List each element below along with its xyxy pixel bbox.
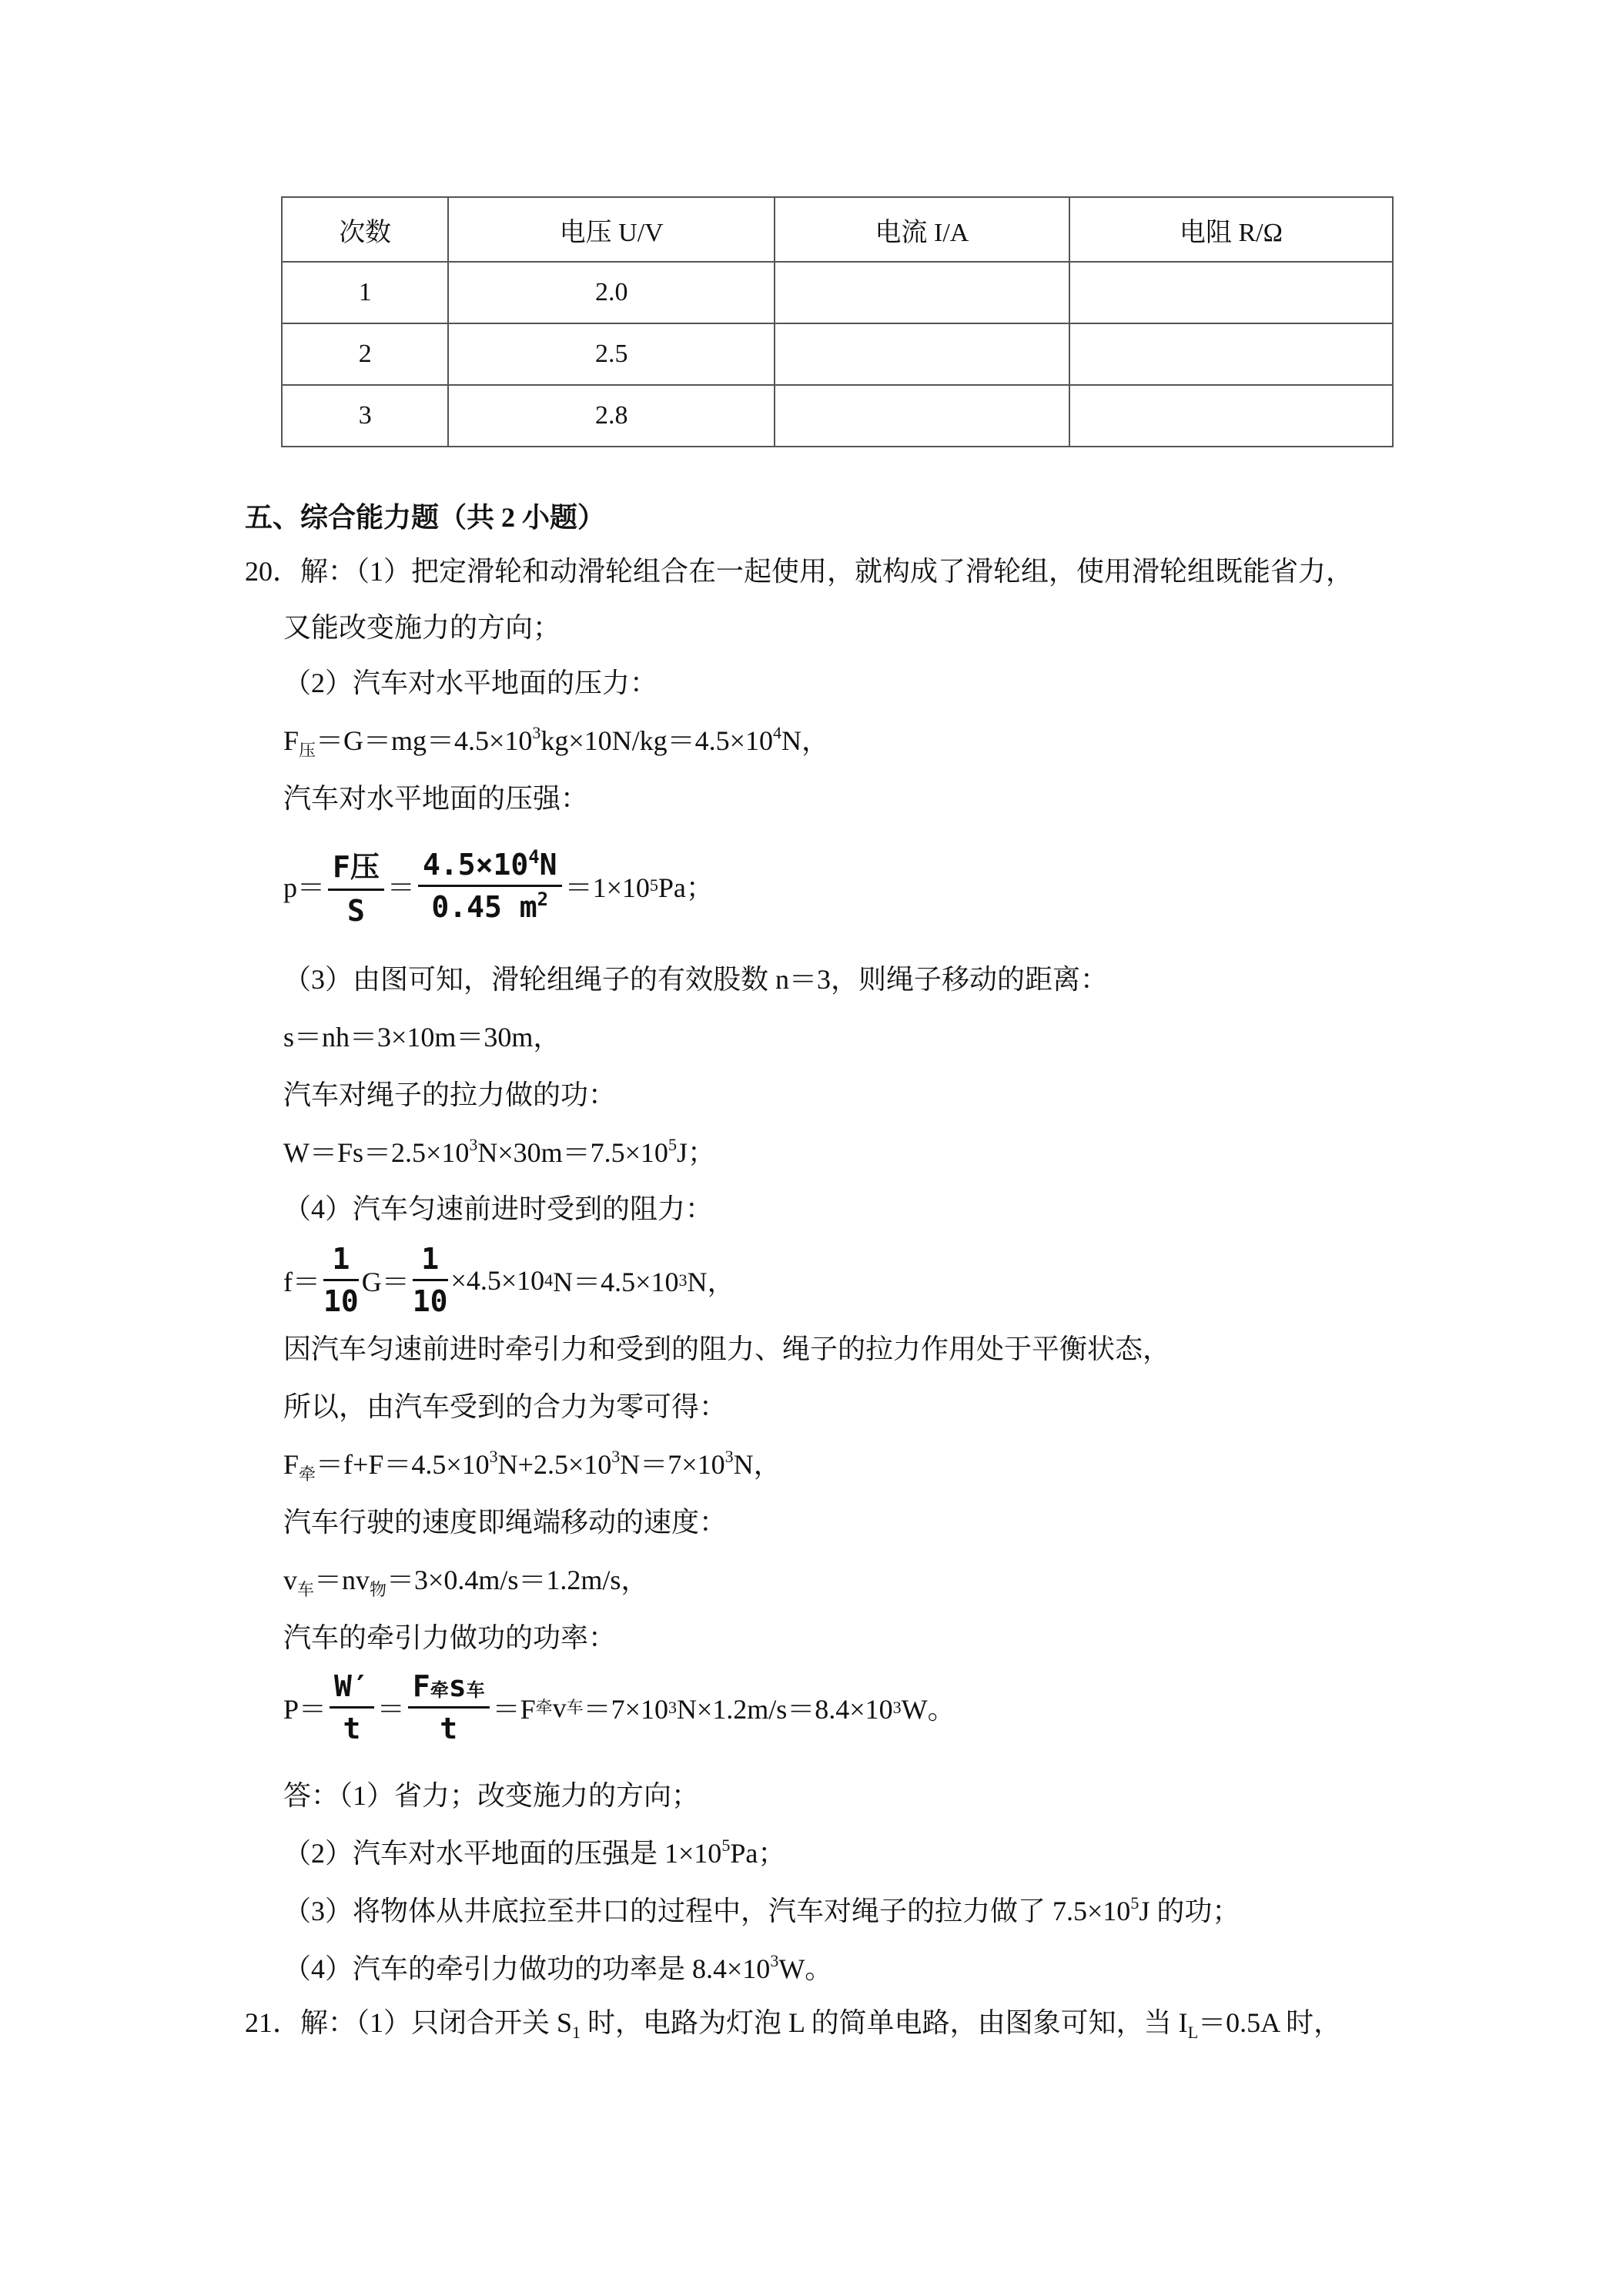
q20-answer-2: （2）汽车对水平地面的压强是 $1\times 10^5Pa$； [283, 1836, 786, 1869]
q20-answer-4: （4）汽车的牵引力做功的功率是 $8.4\times 10^3W$。 [283, 1951, 833, 1984]
q20-resistance-eq: f＝ $\frac{1}{10}$ G＝ $\frac{1}{10}$ ×4.5×10 4 N＝4.5×10 3 N， [283, 1242, 735, 1318]
q21-line-1: 21．解：（1）只闭合开关 $S_1$ 时，电路为灯泡 L 的简单电路，由图象可知，当 $I_L=0.5A$ 时， [245, 2007, 1342, 2042]
q20-line-9: 汽车对绳子的拉力做的功： [283, 1079, 617, 1110]
table-cell [1069, 262, 1393, 323]
q20-line-8: s＝nh＝3×10m＝30m， [283, 1022, 561, 1053]
q20-line-2: 又能改变施力的方向； [283, 612, 561, 643]
table-cell: 1 [282, 262, 448, 323]
table-cell [1069, 385, 1393, 447]
q20-line-18: 汽车的牵引力做功的功率： [283, 1622, 617, 1653]
table-cell [775, 323, 1069, 385]
q20-line-11: （4）汽车匀速前进时受到的阻力： [283, 1193, 714, 1224]
header-resistance: 电阻 R/Ω [1069, 197, 1393, 262]
fraction: $\frac{4.5\times 10^4N}{0.45 m^2}$ [418, 848, 562, 924]
q20-line-5: 汽车对水平地面的压强： [283, 783, 589, 814]
q20-line-16: 汽车行驶的速度即绳端移动的速度： [283, 1507, 728, 1538]
header-current: 电流 I/A [775, 197, 1069, 262]
q20-answer-1: 答：（1）省力；改变施力的方向； [283, 1780, 700, 1811]
q20-line-13: 因汽车匀速前进时牵引力和受到的阻力、绳子的拉力作用处于平衡状态， [283, 1334, 1171, 1364]
q20-answer-3: （3）将物体从井底拉至井口的过程中，汽车对绳子的拉力做了 $7.5\times 10^5J$ 的功； [283, 1893, 1240, 1926]
section-title: 五、综合能力题（共 2 小题） [245, 502, 606, 533]
q20-speed-eq: $v_车=nv_物=3\times 0.4m/s=1.2m/s$， [283, 1565, 649, 1599]
q20-traction-eq: $F_牵=f+F=4.5\times 10^3N+2.5\times 10^3N=7\times 10^3N$， [283, 1447, 781, 1484]
header-count: 次数 [282, 197, 448, 262]
q20-line-1: 20．解：（1）把定滑轮和动滑轮组合在一起使用，就构成了滑轮组，使用滑轮组既能省力， [245, 556, 1354, 587]
q20-line-3: （2）汽车对水平地面的压力： [283, 668, 658, 698]
q20-line-14: 所以，由汽车受到的合力为零可得： [283, 1391, 728, 1422]
table-cell [775, 262, 1069, 323]
table-header-row [282, 197, 1393, 262]
q20-power-eq: P＝ $\frac{W'}{t}$ ＝ $\frac{\text{F牵s车}}{t}$ ＝F 牵 v 车 ＝7×10 3 N×1.2m/s＝8.4×10 3 W。 [283, 1669, 955, 1745]
table-row [282, 385, 1393, 447]
table-cell [1069, 323, 1393, 385]
header-voltage: 电压 U/V [448, 197, 775, 262]
q20-pressure-eq: p＝ $\frac{\text{F压}}{S}$ ＝ $\frac{4.5\times 10^4N}{0.45 m^2}$ ＝1×10 5 Pa； [283, 839, 714, 932]
table-cell: 2.8 [448, 385, 775, 447]
table-cell: 2 [282, 323, 448, 385]
table-cell [775, 385, 1069, 447]
fraction: $\frac{W'}{t}$ [330, 1669, 374, 1745]
fraction: $\frac{1}{10}$ [412, 1242, 448, 1318]
data-table [281, 196, 1394, 447]
table-cell: 2.5 [448, 323, 775, 385]
q20-line-7: （3）由图可知，滑轮组绳子的有效股数 n＝3，则绳子移动的距离： [283, 964, 1109, 995]
table-cell: 2.0 [448, 262, 775, 323]
q20-work-eq: $W=Fs=2.5\times 10^3N\times 30m=7.5\times 10^5J$； [283, 1135, 715, 1168]
table-cell: 3 [282, 385, 448, 447]
fraction: $\frac{\text{F压}}{S}$ [328, 843, 384, 928]
table-row [282, 262, 1393, 323]
q20-pressure-force-eq: $F_压=G=mg=4.5\times 10^3kg\times 10N/kg=4.5\times 10^4N$， [283, 723, 829, 760]
table-row [282, 323, 1393, 385]
fraction: $\frac{\text{F牵s车}}{t}$ [408, 1669, 490, 1745]
fraction: $\frac{1}{10}$ [323, 1242, 359, 1318]
